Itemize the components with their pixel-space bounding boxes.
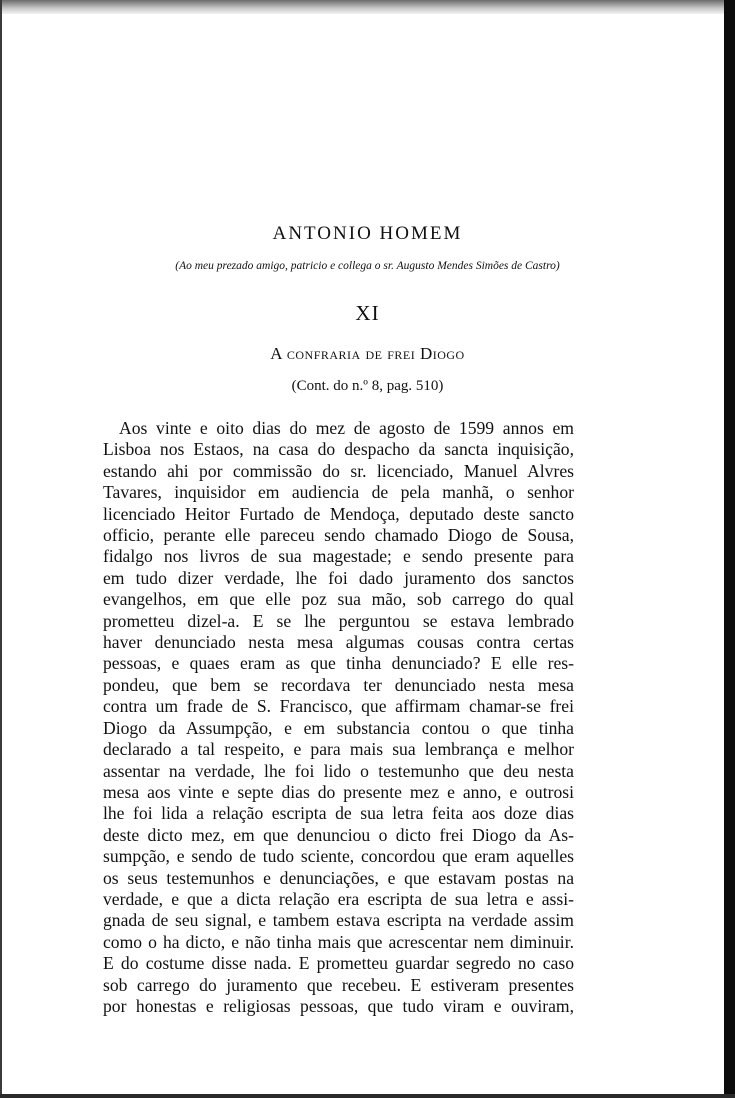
scan-border-top [0, 0, 735, 14]
scan-border-left [0, 0, 2, 1098]
body-line: verdade, e que a dicta relação era escripta de sua letra e assi- [103, 888, 574, 909]
body-line: Aos vinte e oito dias do mez de agosto de 1599 annos em [119, 418, 574, 438]
body-line: Tavares, inquisidor em audiencia de pela manhã, o senhor [103, 482, 574, 503]
body-line: Lisboa nos Estaos, na casa do despacho da sancta inquisição, [103, 439, 574, 460]
body-line: E do costume disse nada. E prometteu guardar segredo no caso [103, 953, 574, 974]
body-line: como o ha dicto, e não tinha mais que acrescentar nem diminuir. [103, 931, 574, 952]
body-line: por honestas e religiosas pessoas, que tudo viram e ouviram, [103, 995, 574, 1016]
body-line: sumpção, e sendo de tudo sciente, concordou que eram aquelles [103, 846, 574, 867]
body-line: pondeu, que bem se recordava ter denunciado nesta mesa [103, 674, 574, 695]
body-line: sob carrego do juramento que recebeu. E estiveram presentes [103, 974, 574, 995]
body-line: officio, perante elle pareceu sendo chamado Diogo de Sousa, [103, 525, 574, 546]
body-line: lhe foi lida a relação escripta de sua letra feita aos doze dias [103, 803, 574, 824]
body-line: assentar na verdade, lhe foi lido o testemunho que deu nesta [103, 760, 574, 781]
scan-border-bottom [0, 1094, 735, 1098]
body-line: pessoas, e quaes eram as que tinha denunciado? E elle res- [103, 653, 574, 674]
body-line: em tudo dizer verdade, lhe foi dado juramento dos sanctos [103, 567, 574, 588]
body-line: licenciado Heitor Furtado de Mendoça, deputado deste sancto [103, 503, 574, 524]
chapter-number: XI [355, 301, 380, 325]
body-line: contra um frade de S. Francisco, que affirmam chamar-se frei [103, 696, 574, 717]
body-line: Diogo da Assumpção, e em substancia contou o que tinha [103, 717, 574, 738]
continuation-note: (Cont. do n.º 8, pag. 510) [291, 378, 444, 394]
page-title: ANTONIO HOMEM [272, 223, 463, 244]
chapter-title: A confraria de frei Diogo [270, 344, 465, 363]
dedication: (Ao meu prezado amigo, patricio e collega o sr. Augusto Mendes Simões de Castro) [175, 260, 560, 272]
body-line: gnada de seu signal, e tambem estava escripta na verdade assim [103, 910, 574, 931]
scan-border-right [724, 0, 735, 1098]
body-line: declarado a tal respeito, e para mais sua lembrança e melhor [103, 739, 574, 760]
body-line: evangelhos, em que elle poz sua mão, sob carrego do qual [103, 589, 574, 610]
body-line: haver denunciado nesta mesa algumas cousas contra certas [103, 632, 574, 653]
body-line: mesa aos vinte e septe dias do presente mez e anno, e outrosi [103, 781, 574, 802]
body-line: fidalgo nos livros de sua magestade; e sendo presente para [103, 546, 574, 567]
body-line: os seus testemunhos e denunciações, e que estavam postas na [103, 867, 574, 888]
body-line: prometteu dizel-a. E se lhe perguntou se estava lembrado [103, 610, 574, 631]
body-line: deste dicto mez, em que denunciou o dicto frei Diogo da As- [103, 824, 574, 845]
body-paragraph [103, 418, 574, 1017]
body-line: estando ahi por commissão do sr. licenciado, Manuel Alvres [103, 460, 574, 481]
